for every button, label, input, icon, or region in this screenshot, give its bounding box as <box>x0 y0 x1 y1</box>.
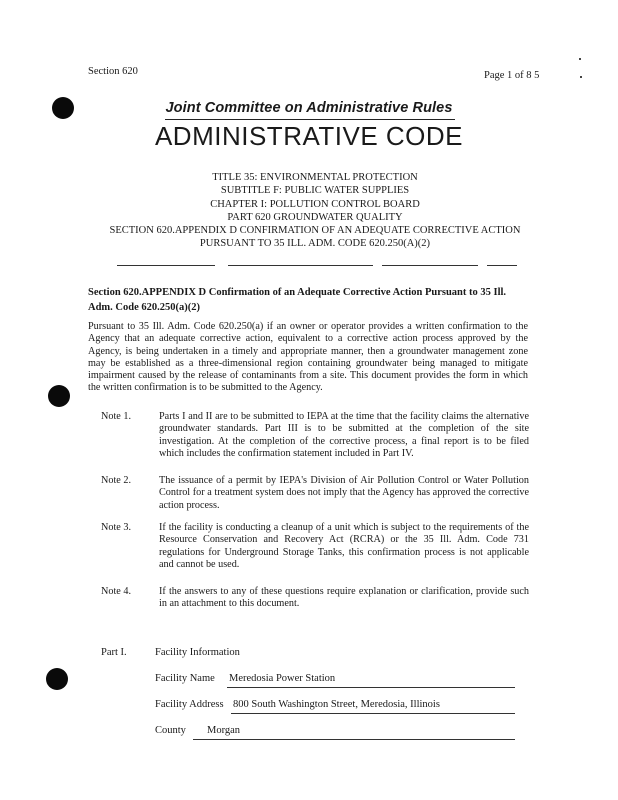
field-value: Meredosia Power Station <box>229 673 336 684</box>
separator-rule <box>228 265 373 266</box>
separator-rule <box>382 265 478 266</box>
title-block <box>90 171 540 251</box>
title-line: PART 620 GROUNDWATER QUALITY <box>227 211 403 223</box>
intro-paragraph: Pursuant to 35 Ill. Adm. Code 620.250(a) if an owner or operator provides a written confirmation to the Agency that an adequate corrective action, equivalent to a corrective action process approved by the Agency, is being undertaken in a timely and appropriate manner, then a groundwater management zone may be established as a three-dimensional region containing groundwater being managed to mitigate impairment caused by the release of contaminants from a site. This document provides the form in which the written confirmation is to be submitted to the Agency. <box>88 321 528 394</box>
note-text: Parts I and II are to be submitted to IEPA at the time that the facility claims the alternative groundwater standards. Part III is to be submitted at the completion of the site investigation. At the completion of the corrective process, a final report is to be filed which includes the confirmation statement included in Part IV. <box>159 411 529 459</box>
separator-rule <box>487 265 517 266</box>
title-line: SECTION 620.APPENDIX D CONFIRMATION OF AN ADEQUATE CORRECTIVE ACTION <box>109 225 521 237</box>
note-label: Note 4. <box>101 586 131 597</box>
note-text: If the answers to any of these questions require explanation or clarification, provide such in an attachment to this document. <box>159 586 529 610</box>
note-text: If the facility is conducting a cleanup of a unit which is subject to the requirements of the Resource Conservation and Recovery Act (RCRA) or the 35 Ill. Adm. Code 731 regulations for Underground Storage Tanks, this confirmation process is not applicable and cannot be used. <box>159 522 529 570</box>
part-title: Facility Information <box>155 647 240 658</box>
title-line: PURSUANT TO 35 ILL. ADM. CODE 620.250(A)(2) <box>199 238 431 250</box>
punch-hole <box>48 385 70 407</box>
title-line: SUBTITLE F: PUBLIC WATER SUPPLIES <box>220 185 410 197</box>
note-label: Note 2. <box>101 475 131 486</box>
field-value: Morgan <box>207 725 241 736</box>
scan-speck <box>580 76 582 78</box>
field-label: Facility Name <box>155 673 215 684</box>
field-underline <box>231 713 515 714</box>
field-label: Facility Address <box>155 699 224 710</box>
field-value: 800 South Washington Street, Meredosia, Illinois <box>233 699 440 710</box>
field-underline <box>193 739 515 740</box>
part-label: Part I. <box>101 647 127 658</box>
note-label: Note 3. <box>101 522 131 533</box>
title-line: TITLE 35: ENVIRONMENTAL PROTECTION <box>212 172 418 183</box>
note-text: The issuance of a permit by IEPA's Division of Air Pollution Control or Water Pollution Control for a treatment system does not imply that the Agency has approved the corrective action process. <box>159 475 529 511</box>
separator-rule <box>117 265 215 266</box>
title-line: CHAPTER I: POLLUTION CONTROL BOARD <box>210 198 420 210</box>
punch-hole <box>46 668 68 690</box>
agency-underline <box>165 119 455 120</box>
agency-name: Joint Committee on Administrative Rules <box>165 100 453 116</box>
field-underline <box>227 687 515 688</box>
field-label: County <box>155 725 186 736</box>
section-heading: Section 620.APPENDIX D Confirmation of an Adequate Corrective Action Pursuant to 35 Ill. Adm. Code 620.250(a)(2) <box>88 287 507 313</box>
note-label: Note 1. <box>101 411 131 422</box>
header-section: Section 620 <box>88 66 138 77</box>
scan-speck <box>579 58 581 60</box>
header-page-number: Page 1 of 8 5 <box>484 70 540 81</box>
document-banner: ADMINISTRATIVE CODE <box>154 121 464 151</box>
